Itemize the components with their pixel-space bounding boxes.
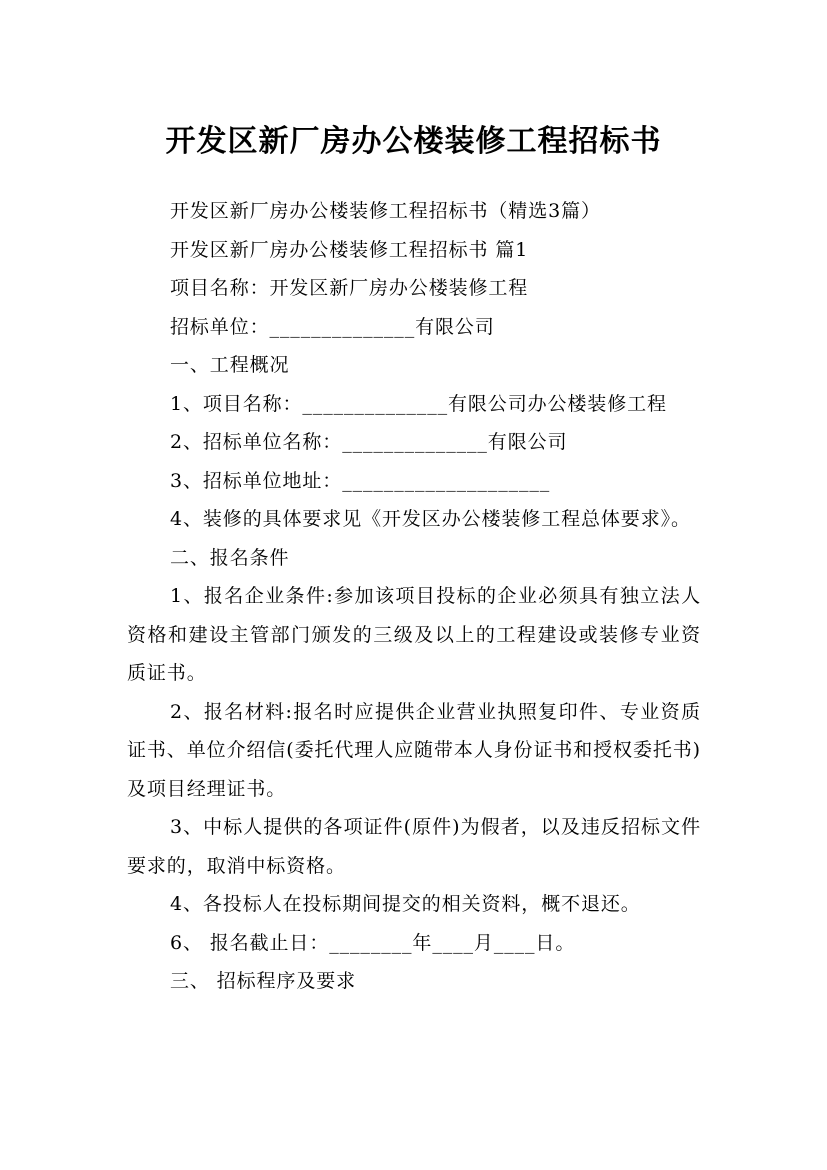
registration-item-2: 2、报名材料:报名时应提供企业营业执照复印件、专业资质证书、单位介绍信(委托代理人应随带本人身份证书和授权委托书)及项目经理证书。	[127, 700, 701, 800]
project-name-line: 项目名称：开发区新厂房办公楼装修工程	[170, 277, 529, 299]
registration-item-1: 1、报名企业条件:参加该项目投标的企业必须具有独立法人资格和建设主管部门颁发的三级及以上的工程建设或装修专业资质证书。	[127, 585, 701, 684]
overview-item-3: 3、招标单位地址：____________________	[170, 469, 551, 492]
registration-item-4: 4、各投标人在投标期间提交的相关资料，概不退还。	[170, 893, 641, 915]
registration-deadline: 6、 报名截止日：________年____月____日。	[170, 931, 576, 954]
overview-item-1: 1、项目名称：______________有限公司办公楼装修工程	[170, 392, 667, 415]
registration-item-3: 3、中标人提供的各项证件(原件)为假者，以及违反招标文件要求的，取消中标资格。	[127, 816, 701, 877]
subtitle-part-1: 开发区新厂房办公楼装修工程招标书 篇1	[170, 238, 529, 261]
tender-unit-line: 招标单位：______________有限公司	[170, 315, 495, 338]
subtitle-selected: 开发区新厂房办公楼装修工程招标书（精选3篇）	[170, 200, 601, 222]
section-heading-overview: 一、工程概况	[170, 354, 290, 376]
section-heading-procedure: 三、 招标程序及要求	[170, 970, 357, 992]
overview-item-4: 4、装修的具体要求见《开发区办公楼装修工程总体要求》。	[170, 508, 691, 530]
document-body	[127, 192, 701, 1001]
document-title: 开发区新厂房办公楼装修工程招标书	[165, 124, 662, 160]
overview-item-2: 2、招标单位名称：______________有限公司	[170, 431, 568, 453]
section-heading-registration: 二、报名条件	[170, 546, 290, 569]
